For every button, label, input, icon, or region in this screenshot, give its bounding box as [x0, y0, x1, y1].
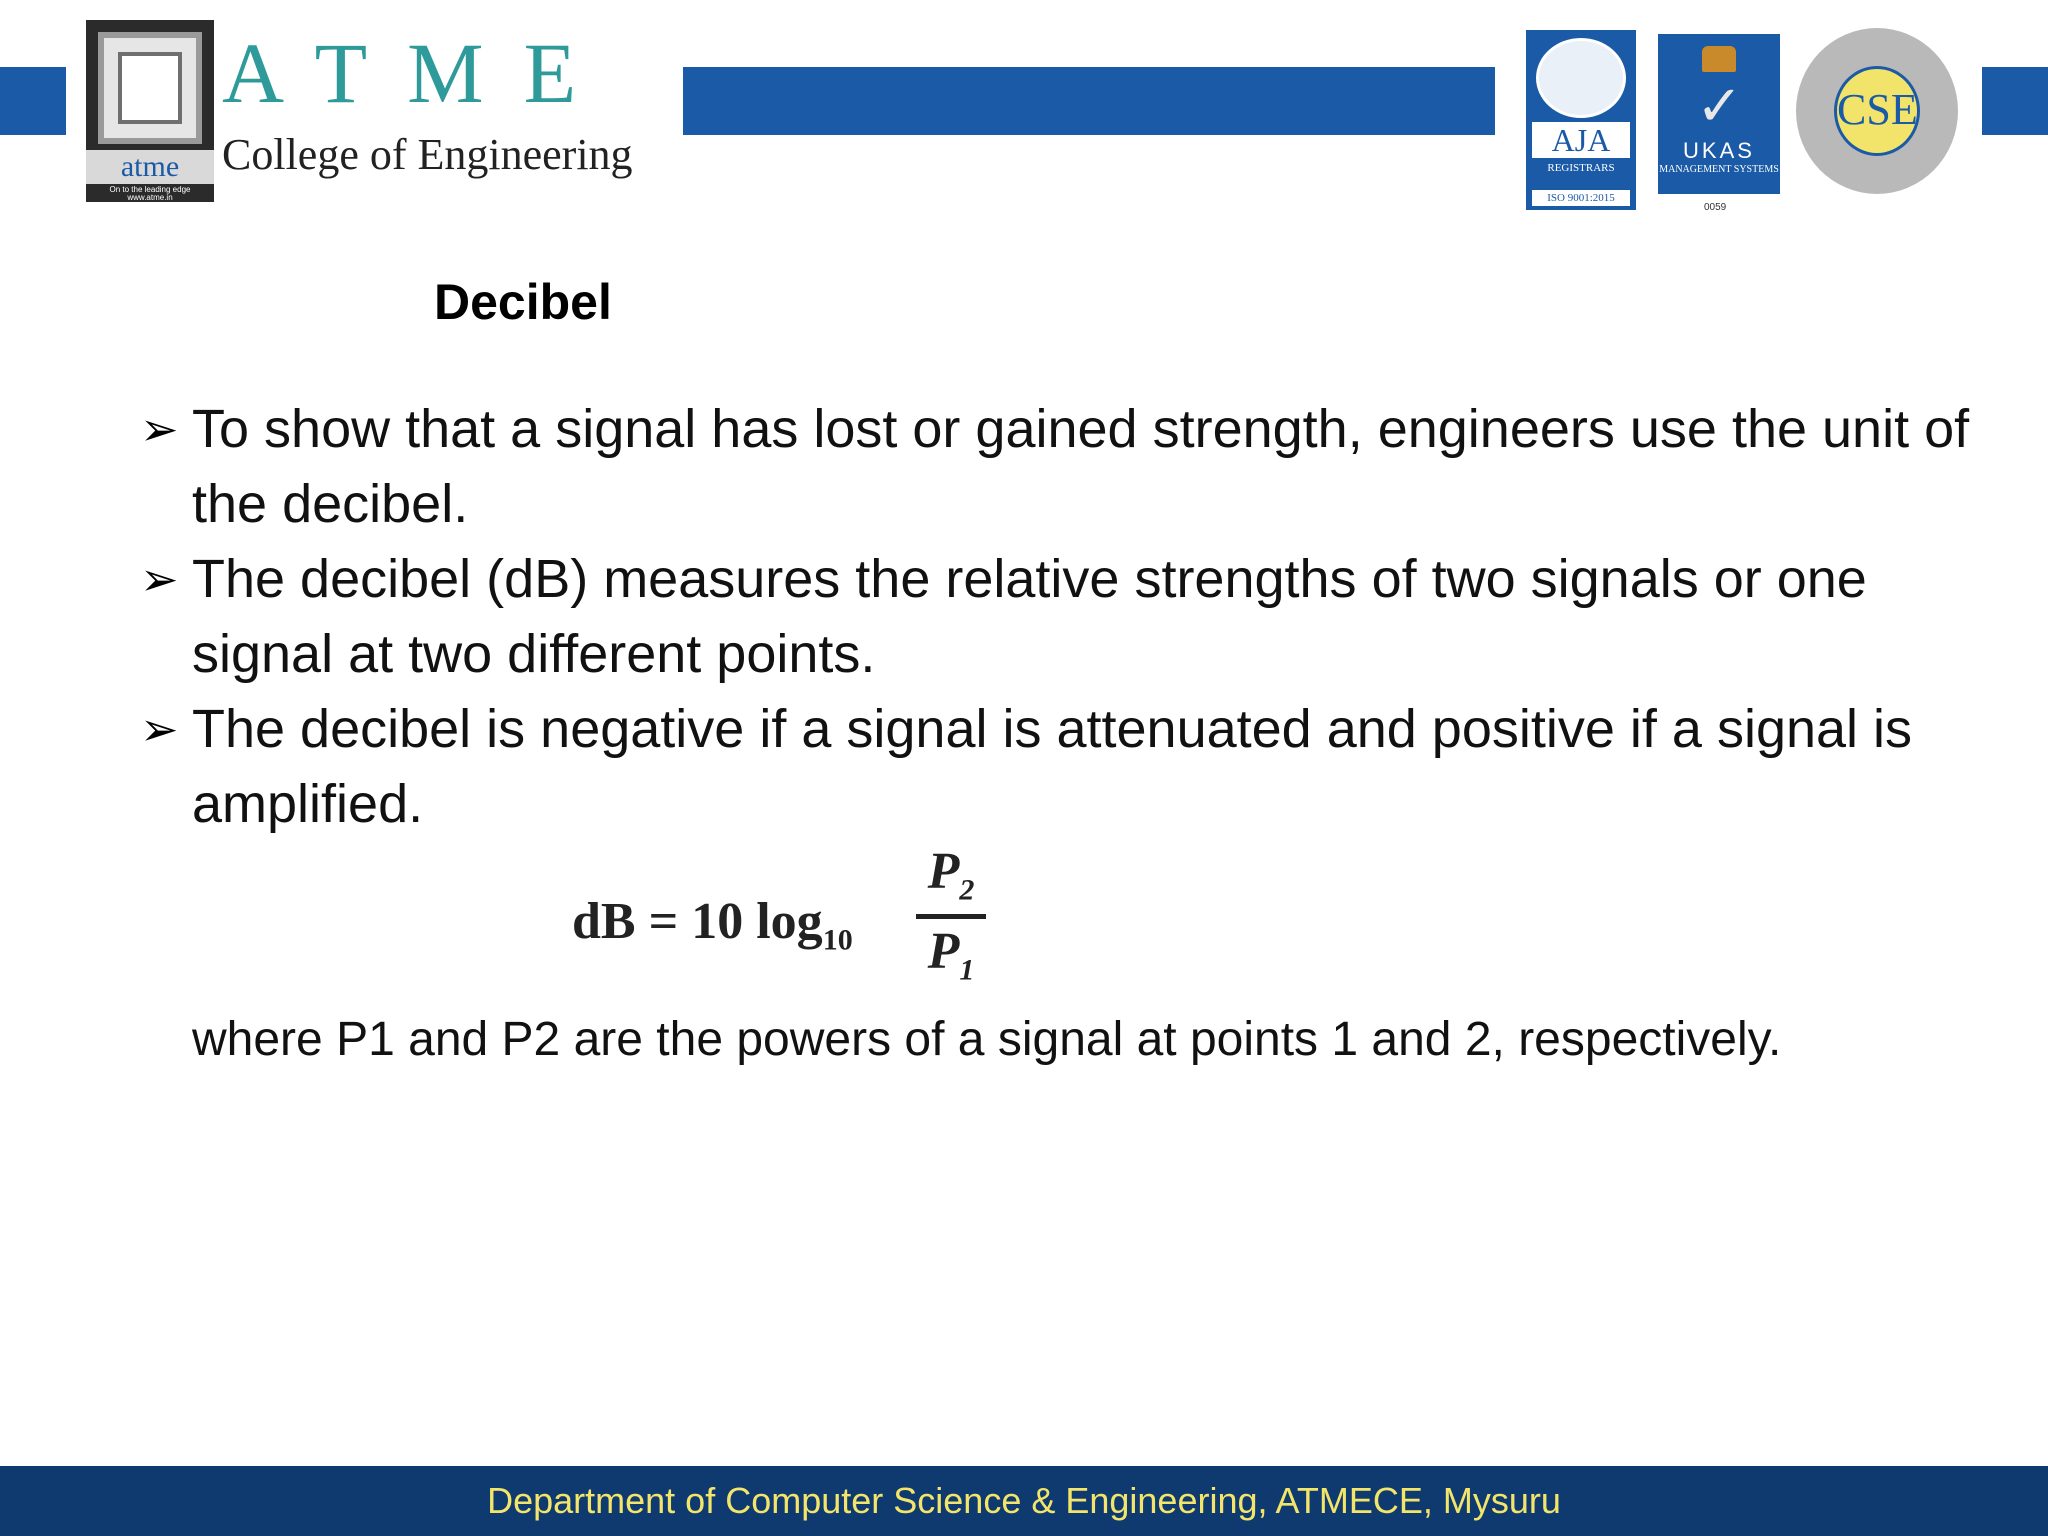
- arrow-bullet-icon: ➢: [140, 403, 179, 455]
- atme-logo-tagline: On to the leading edge www.atme.in: [109, 185, 191, 202]
- bullet-list: [140, 392, 1990, 842]
- cse-seal: [1796, 28, 1958, 194]
- atme-logo-word: atme: [86, 150, 214, 184]
- bullet-text: The decibel (dB) measures the relative strengths of two signals or one signal at two different points.: [192, 549, 1867, 684]
- aja-registrars-text: REGISTRARS: [1547, 162, 1615, 174]
- footer-text: Department of Computer Science & Engineering, ATMECE, Mysuru: [487, 1480, 1561, 1521]
- crown-icon: [1702, 46, 1736, 72]
- aja-iso-text: ISO 9001:2015: [1532, 190, 1630, 206]
- arrow-bullet-icon: ➢: [140, 553, 179, 605]
- aja-name: AJA: [1532, 122, 1630, 158]
- institution-full-name: College of Engineering: [222, 130, 633, 179]
- cse-seal-center: CSE: [1834, 66, 1920, 156]
- institution-short-name: ATME: [222, 25, 617, 121]
- bullet-item: [140, 542, 1990, 692]
- globe-icon: [1536, 38, 1626, 118]
- ukas-name: UKAS: [1683, 138, 1755, 163]
- header-band-middle: [683, 67, 1495, 135]
- atme-logo-frame: [98, 32, 202, 144]
- header-band-left: [0, 67, 66, 135]
- fraction-bar: [916, 914, 986, 919]
- slide-title: Decibel: [434, 274, 612, 330]
- formula-numerator: $P_2$: [927, 843, 975, 907]
- formula-note: where P1 and P2 are the powers of a signal at points 1 and 2, respectively.: [192, 1013, 1782, 1066]
- bullet-text: The decibel is negative if a signal is attenuated and positive if a signal is amplified.: [192, 699, 1913, 834]
- checkmark-icon: ✓: [1696, 74, 1743, 137]
- ukas-badge: [1658, 34, 1780, 194]
- arrow-bullet-icon: ➢: [140, 703, 179, 755]
- formula-denominator: $P_1$: [927, 923, 975, 987]
- header-band-right: [1982, 67, 2048, 135]
- bullet-item: [140, 392, 1990, 542]
- aja-registrars-badge: [1526, 30, 1636, 210]
- bullet-item: [140, 692, 1990, 842]
- formula-lhs: dB = 10 $\log_{10}$: [572, 893, 853, 957]
- ukas-subtitle: MANAGEMENT SYSTEMS: [1659, 164, 1779, 175]
- atme-logo: [86, 20, 214, 202]
- ukas-number: 0059: [1704, 202, 1727, 213]
- bullet-text: To show that a signal has lost or gained strength, engineers use the unit of the decibel.: [192, 399, 1970, 534]
- footer-bar: [0, 1466, 2048, 1536]
